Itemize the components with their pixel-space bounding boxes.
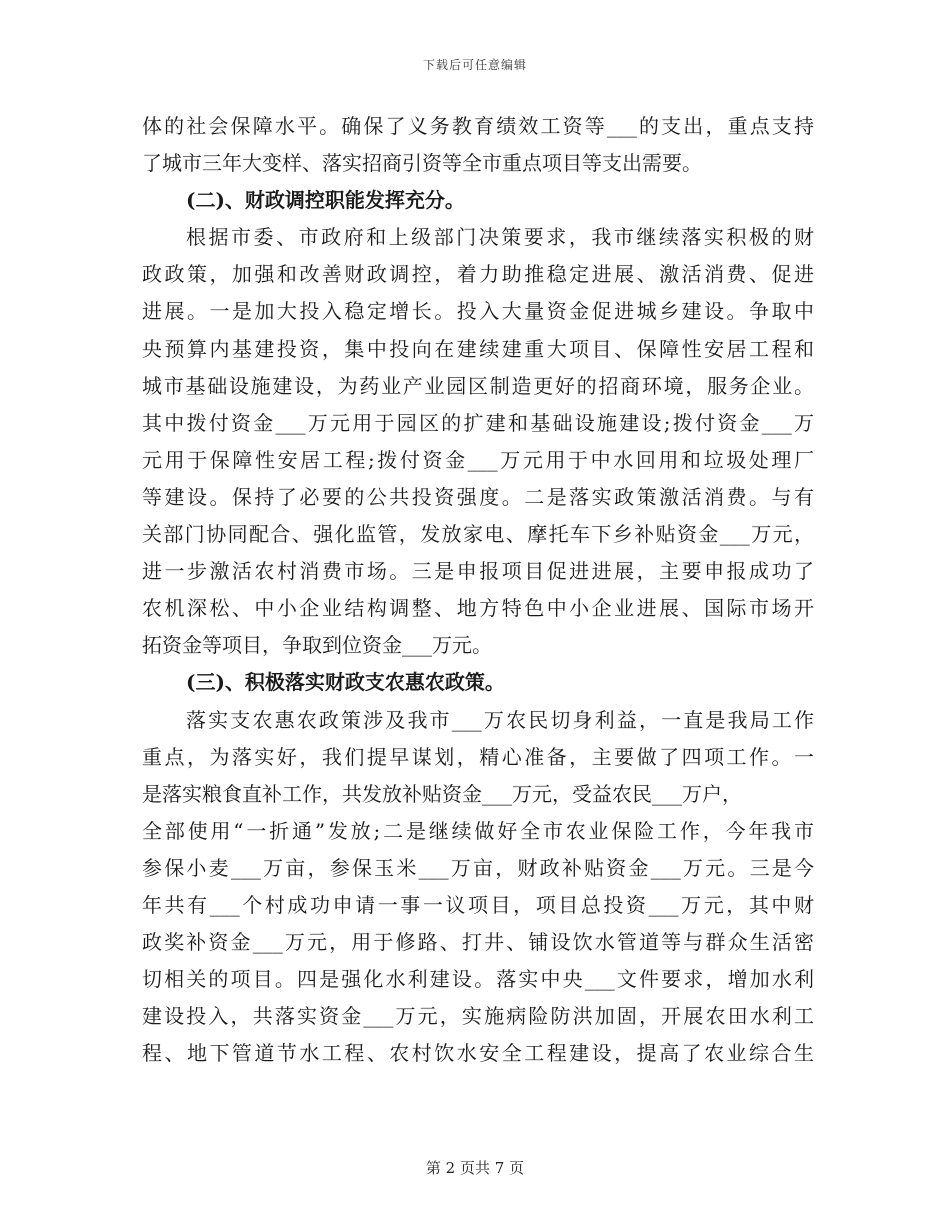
text-line: 进展。一是加大投入稳定增长。投入大量资金促进城乡建设。争取中 (142, 299, 814, 324)
text-line: 其中拨付资金___万元用于园区的扩建和基础设施建设;拨付资金___万 (142, 410, 814, 435)
text-line: 央预算内基建投资，集中投向在建续建重大项目、保障性安居工程和 (142, 336, 814, 361)
text-line: 进一步激活农村消费市场。三是申报项目促进进展，主要申报成功了 (142, 559, 814, 584)
text-line: 是落实粮食直补工作，共发放补贴资金___万元，受益农民___万户， (142, 781, 742, 806)
text-line: 切相关的项目。四是强化水利建设。落实中央___文件要求，增加水利 (142, 967, 814, 992)
section-heading-2: (二)、财政调控职能发挥充分。 (186, 188, 465, 213)
text-line: 了城市三年大变样、落实招商引资等全市重点项目等支出需要。 (142, 151, 702, 176)
section-heading-3: (三)、积极落实财政支农惠农政策。 (186, 670, 505, 695)
text-line: 政政策，加强和改善财政调控，着力助推稳定进展、激活消费、促进 (142, 262, 814, 287)
text-line: 体的社会保障水平。确保了义务教育绩效工资等___的支出，重点支持 (142, 114, 814, 138)
text-line: 年共有___个村成功申请一事一议项目，项目总投资___万元，其中财 (142, 892, 814, 917)
paragraph-first-line: 落实支农惠农政策涉及我市___万农民切身利益，一直是我局工作 (186, 707, 814, 732)
text-line: 政奖补资金___万元，用于修路、打井、铺设饮水管道等与群众生活密 (142, 930, 814, 955)
text-line: 建设投入，共落实资金___万元，实施病险防洪加固，开展农田水利工 (142, 1004, 814, 1029)
page-number: 第 2 页共 7 页 (425, 1159, 525, 1177)
paragraph-first-line: 根据市委、市政府和上级部门决策要求，我市继续落实积极的财 (186, 225, 814, 250)
text-line: 城市基础设施建设，为药业产业园区制造更好的招商环境，服务企业。 (142, 373, 814, 398)
text-line: 拓资金等项目，争取到位资金___万元。 (142, 633, 492, 658)
text-line: 程、地下管道节水工程、农村饮水安全工程建设，提高了农业综合生 (142, 1041, 814, 1066)
text-line: 重点，为落实好，我们提早谋划，精心准备，主要做了四项工作。一 (142, 744, 814, 769)
text-line: 等建设。保持了必要的公共投资强度。二是落实政策激活消费。与有 (142, 484, 814, 509)
document-body (142, 108, 814, 1072)
page-header: 下载后可任意编辑 (422, 58, 527, 72)
text-line: 关部门协同配合、强化监管，发放家电、摩托车下乡补贴资金___万元， (142, 522, 814, 547)
text-line: 全部使用“一折通”发放;二是继续做好全市农业保险工作，今年我市 (142, 818, 814, 843)
text-line: 农机深松、中小企业结构调整、地方特色中小企业进展、国际市场开 (142, 596, 814, 621)
text-line: 元用于保障性安居工程;拨付资金___万元用于中水回用和垃圾处理厂 (142, 447, 814, 472)
text-line: 参保小麦___万亩，参保玉米___万亩，财政补贴资金___万元。三是今 (142, 855, 814, 880)
